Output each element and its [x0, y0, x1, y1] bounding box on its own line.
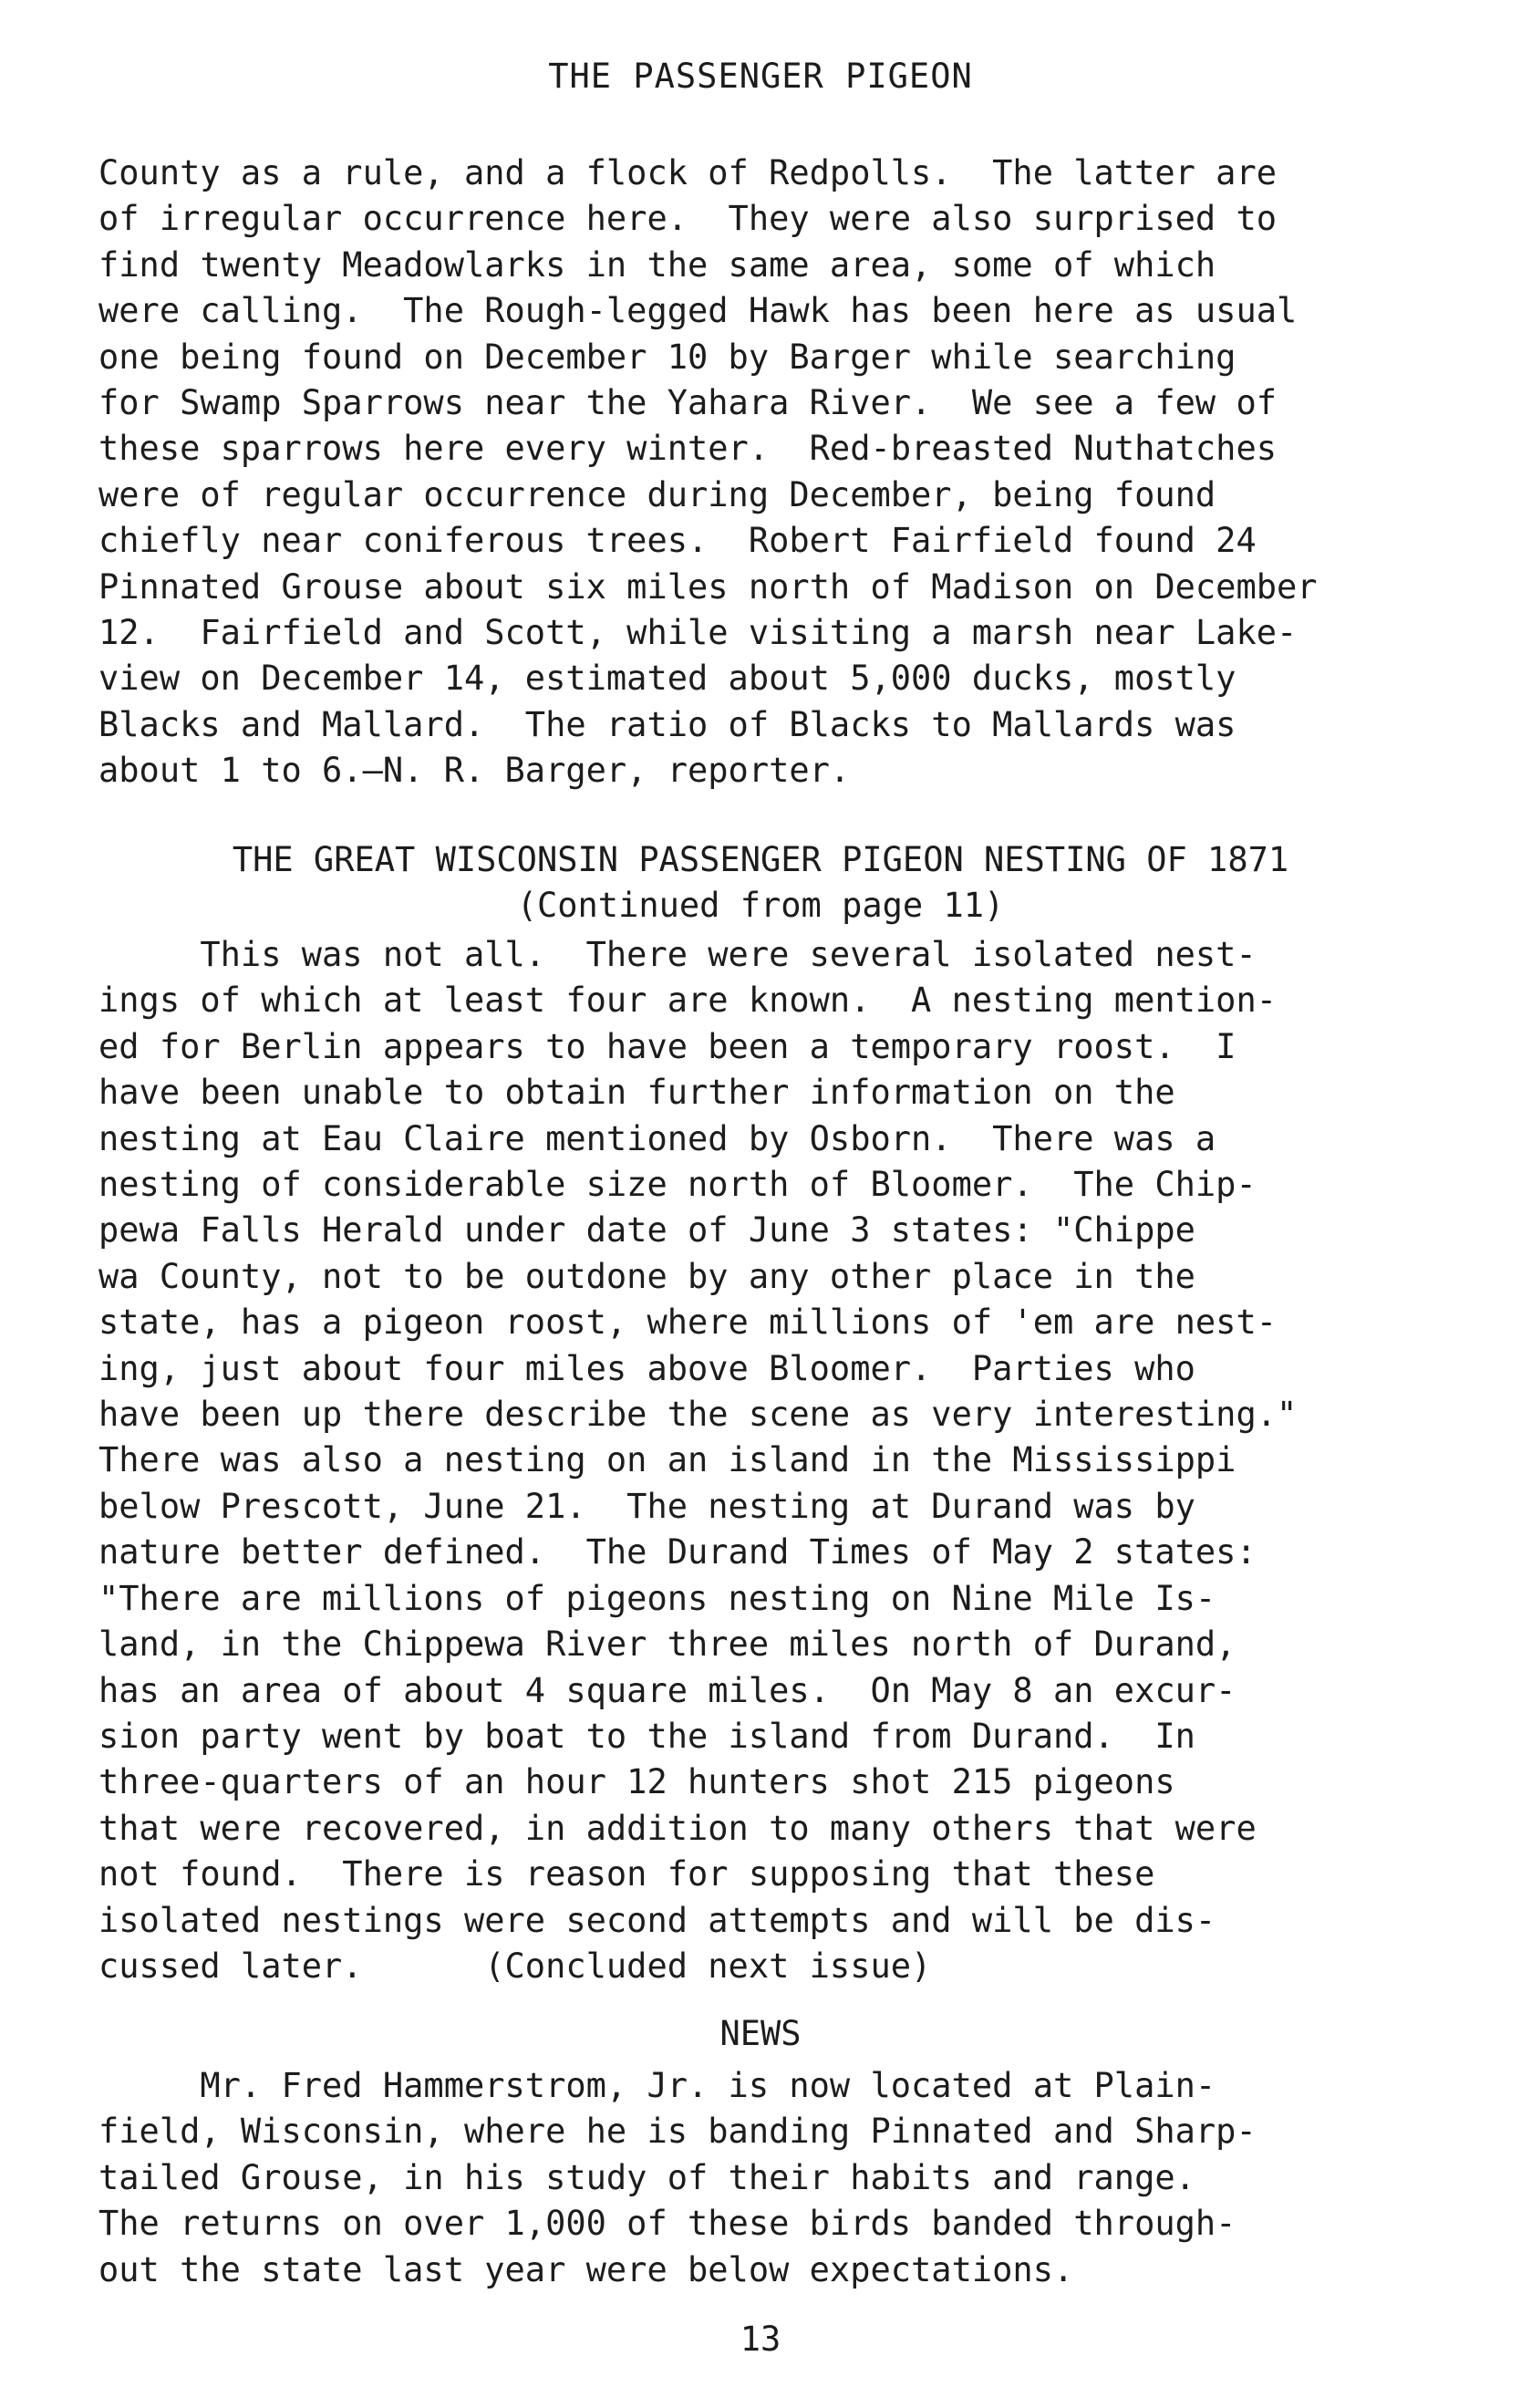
text-line: wa County, not to be outdone by any other place in the — [98, 1256, 1195, 1296]
text-line: these sparrows here every winter. Red-breasted Nuthatches — [98, 429, 1278, 469]
text-line: about 1 to 6.—N. R. Barger, reporter. — [98, 751, 851, 791]
text-line: chiefly near coniferous trees. Robert Fairfield found 24 — [98, 521, 1257, 561]
text-line: have been up there describe the scene as very interesting." — [98, 1395, 1298, 1435]
text-line: nesting of considerable size north of Bloomer. The Chip- — [98, 1165, 1257, 1205]
text-line: land, in the Chippewa River three miles north of Durand, — [98, 1624, 1236, 1665]
text-line: Mr. Fred Hammerstrom, Jr. is now located at Plain- — [98, 2066, 1216, 2105]
text-line: "There are millions of pigeons nesting on Nine Mile Is- — [98, 1578, 1216, 1618]
text-line: tailed Grouse, in his study of their habits and range. — [98, 2157, 1195, 2197]
text-line: This was not all. There were several isolated nest- — [98, 935, 1257, 974]
text-line: ed for Berlin appears to have been a temporary roost. I — [98, 1026, 1236, 1066]
text-line: were of regular occurrence during December, being found — [98, 474, 1216, 514]
page-number: 13 — [740, 2320, 781, 2359]
article-body — [98, 932, 1466, 1989]
text-line: sion party went by boat to the island from Durand. In — [98, 1716, 1195, 1756]
text-line: pewa Falls Herald under date of June 3 states: "Chippe — [98, 1210, 1195, 1251]
text-line: The returns on over 1,000 of these birds banded through- — [98, 2204, 1236, 2244]
article-title: THE GREAT WISCONSIN PASSENGER PIGEON NESTING OF 1871 — [232, 840, 1289, 879]
text-line: three-quarters of an hour 12 hunters shot 215 pigeons — [98, 1762, 1175, 1802]
text-line: one being found on December 10 by Barger while searching — [98, 337, 1236, 377]
text-line: There was also a nesting on an island in the Mississippi — [98, 1440, 1236, 1480]
text-line: Pinnated Grouse about six miles north of Madison on December — [98, 566, 1318, 607]
text-line: County as a rule, and a flock of Redpolls. The latter are — [98, 153, 1278, 192]
text-line: have been unable to obtain further information on the — [98, 1073, 1175, 1113]
text-line: were calling. The Rough-legged Hawk has been here as usual — [98, 291, 1298, 331]
text-line: view on December 14, estimated about 5,000 ducks, mostly — [98, 659, 1236, 699]
report-paragraph — [98, 150, 1466, 794]
article-heading — [0, 837, 1521, 929]
text-line: nature better defined. The Durand Times of May 2 states: — [98, 1532, 1257, 1572]
text-line: has an area of about 4 square miles. On May 8 an excur- — [98, 1670, 1236, 1710]
text-line: nesting at Eau Claire mentioned by Osborn. There was a — [98, 1118, 1216, 1158]
news-title: NEWS — [719, 2014, 802, 2053]
text-line: ings of which at least four are known. A nesting mention- — [98, 981, 1278, 1021]
text-line: cussed later. (Concluded next issue) — [98, 1946, 932, 1986]
text-line: of irregular occurrence here. They were also surprised to — [98, 199, 1278, 239]
text-line: find twenty Meadowlarks in the same area, some of which — [98, 244, 1216, 285]
text-line: out the state last year were below expectations. — [98, 2249, 1074, 2289]
text-line: state, has a pigeon roost, where millions of 'em are nest- — [98, 1303, 1278, 1343]
running-head: THE PASSENGER PIGEON — [548, 57, 973, 96]
text-line: not found. There is reason for supposing that these — [98, 1854, 1155, 1894]
text-line: that were recovered, in addition to many others that were — [98, 1808, 1257, 1848]
news-body — [98, 2063, 1466, 2293]
text-line: field, Wisconsin, where he is banding Pinnated and Sharp- — [98, 2112, 1257, 2152]
text-line: below Prescott, June 21. The nesting at Durand was by — [98, 1486, 1195, 1526]
text-line: isolated nestings were second attempts and will be dis- — [98, 1900, 1216, 1940]
news-heading-block — [0, 2011, 1521, 2057]
text-line: 12. Fairfield and Scott, while visiting a marsh near Lake- — [98, 613, 1298, 653]
text-line: for Swamp Sparrows near the Yahara River. We see a few of — [98, 383, 1278, 423]
article-subtitle: (Continued from page 11) — [516, 886, 1005, 925]
text-line: Blacks and Mallard. The ratio of Blacks to Mallards was — [98, 704, 1236, 744]
text-line: ing, just about four miles above Bloomer. Parties who — [98, 1348, 1195, 1388]
